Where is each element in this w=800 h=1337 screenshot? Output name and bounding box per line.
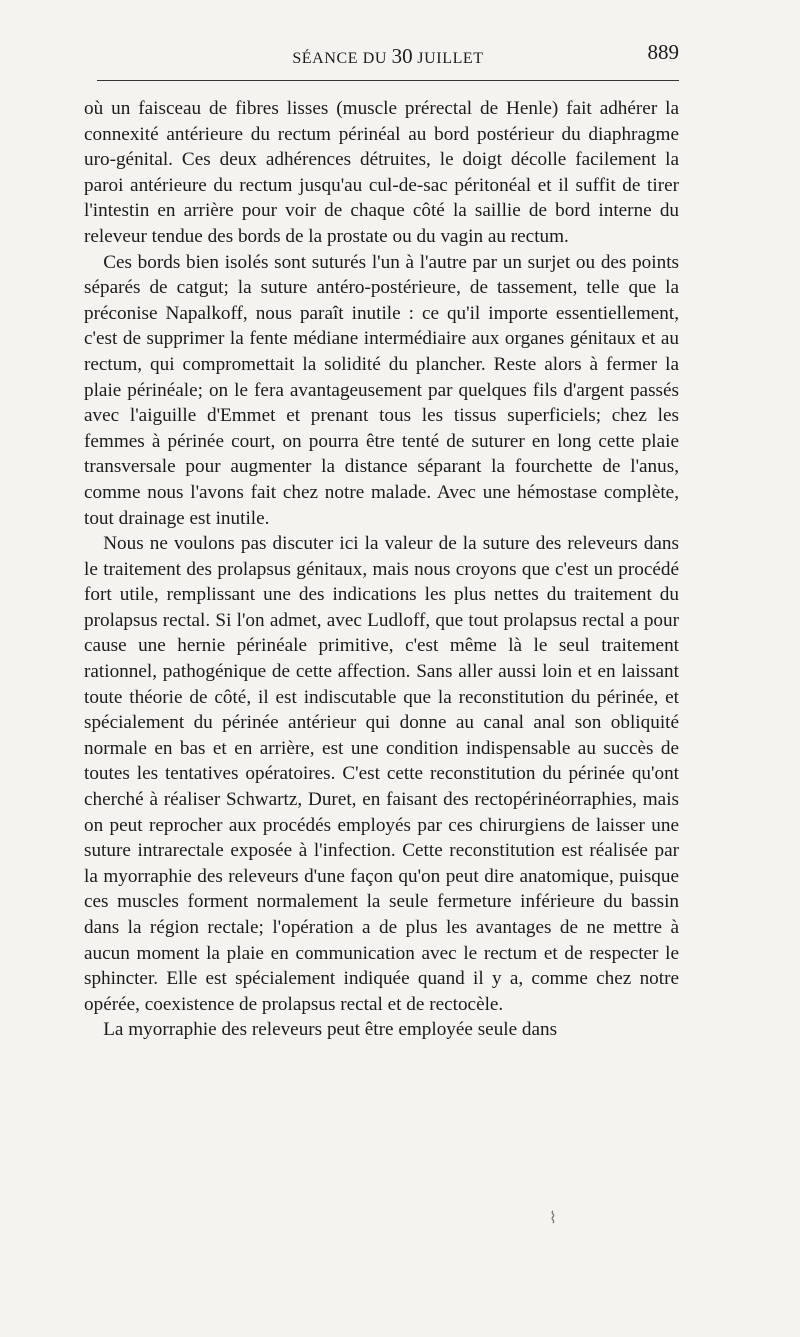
running-title-day: 30: [391, 44, 413, 68]
paragraph-suture: Ces bords bien isolés sont suturés l'un à l'autre par un surjet ou des points séparés de catgut; la suture antéro-postérieure, de tassement, telle que la préconise Napalkoff, nous paraît inutile : ce qu'il importe essentiellement, c'est de supprimer la fente médiane intermédiaire aux organes génitaux et au rectum, qui compromettait la solidité du plancher. Reste alors à fermer la plaie périnéale; on le fera avantageusement par quelques fils d'argent passés avec l'aiguille d'Emmet et prenant tous les tissus superficiels; chez les femmes à périnée court, on pourra être tenté de suturer en long cette plaie transversale pour augmenter la distance séparant la fourchette de l'anus, comme nous l'avons fait chez notre malade. Avec une hémostase complète, tout drainage est inutile.: [84, 251, 679, 529]
page-number: 889: [647, 40, 679, 64]
running-header: [97, 40, 679, 74]
header-rule: [97, 80, 679, 81]
running-title-right: JUILLET: [417, 50, 484, 67]
body-text: [84, 96, 679, 1043]
running-title: [97, 44, 679, 69]
running-title-left: SÉANCE DU: [292, 50, 388, 67]
signature-mark: ⌇: [549, 1210, 557, 1227]
paragraph-discussion: Nous ne voulons pas discuter ici la valeur de la suture des releveurs dans le traitement des prolapsus génitaux, mais nous croyons que c'est un procédé fort utile, remplissant une des indications les plus nettes du traitement du prolapsus rectal. Si l'on admet, avec Ludloff, que tout prolapsus rectal a pour cause une hernie périnéale primitive, c'est même là le seul traitement rationnel, pathogénique de cette affection. Sans aller aussi loin et en laissant toute théorie de côté, il est indiscutable que la reconstitution du périnée, et spécialement du périnée antérieur qui donne au canal anal son obliquité normale en bas et en arrière, est une condition indispensable au succès de toutes les tentatives opératoires. C'est cette reconstitution du périnée qu'ont cherché à réaliser Schwartz, Duret, en faisant des rectopérinéorraphies, mais on peut reprocher aux procédés employés par ces chirurgiens de laisser une suture intrarectale exposée à l'infection. Cette reconstitution est réalisée par la myorraphie des releveurs d'une façon qu'on peut dire anatomique, puisque ces muscles forment normalement la seule fermeture inférieure du bassin dans la région rectale; l'opération a de plus les avantages de ne mettre à aucun moment la plaie en communication avec le rectum et de respecter le sphincter. Elle est spécialement indiquée quand il y a, comme chez notre opérée, coexistence de prolapsus rectal et de rectocèle.: [84, 533, 679, 1015]
paragraph-final: La myorraphie des releveurs peut être employée seule dans: [103, 1019, 558, 1041]
paragraph-continued: où un faisceau de fibres lisses (muscle prérectal de Henle) fait adhérer la connexité antérieure du rectum périnéal au bord postérieur du diaphragme uro-génital. Ces deux adhérences détruites, le doigt décolle facilement la paroi antérieure du rectum jusqu'au cul-de-sac péritonéal et il suffit de tirer l'intestin en arrière pour voir de chaque côté la saillie de bord interne du releveur tendue des bords de la prostate ou du vagin au rectum.: [84, 98, 679, 247]
